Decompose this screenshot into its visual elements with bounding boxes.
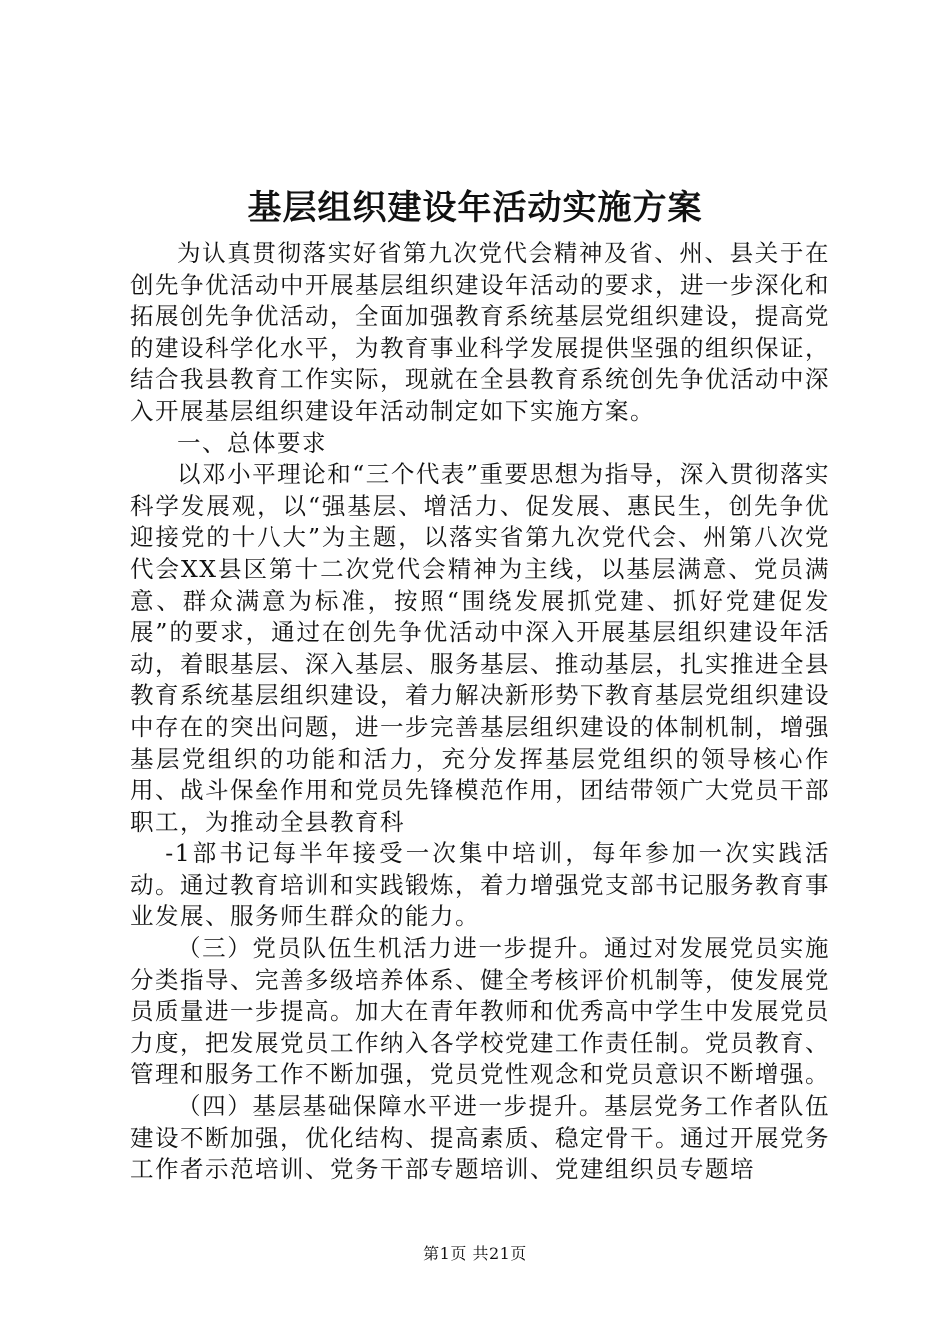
section-heading-general-requirements: 一、总体要求 (177, 428, 327, 457)
document-title: 基层组织建设年活动实施方案 (247, 188, 703, 228)
grassroots-support-paragraph: （四）基层基础保障水平进一步提升。基层党务工作者队伍建设不断加强，优化结构、提高素质、稳定骨干。通过开展党务工作者示范培训、党务干部专题培训、党建组织员专题培 (130, 1092, 830, 1184)
intro-paragraph: 为认真贯彻落实好省第九次党代会精神及省、州、县关于在创先争优活动中开展基层组织建设年活动的要求，进一步深化和拓展创先争优活动，全面加强教育系统基层党组织建设，提高党的建设科学化水平，为教育事业科学发展提供坚强的组织保证，结合我县教育工作实际，现就在全县教育系统创先争优活动中深入开展基层组织建设年活动制定如下实施方案。 (130, 239, 830, 425)
branch-secretary-training-paragraph: -1部书记每半年接受一次集中培训，每年参加一次实践活动。通过教育培训和实践锻炼，着力增强党支部书记服务教育事业发展、服务师生群众的能力。 (130, 839, 830, 931)
general-requirements-paragraph: 以邓小平理论和“三个代表”重要思想为指导，深入贯彻落实科学发展观，以“强基层、增活力、促发展、惠民生，创先争优迎接党的十八大”为主题，以落实省第九次党代会、州第八次党代会XX县区第十二次党代会精神为主线，以基层满意、党员满意、群众满意为标准，按照“围绕发展抓党建、抓好党建促发展”的要求，通过在创先争优活动中深入开展基层组织建设年活动，着眼基层、深入基层、服务基层、推动基层，扎实推进全县教育系统基层组织建设，着力解决新形势下教育基层党组织建设中存在的突出问题，进一步完善基层组织建设的体制机制，增强基层党组织的功能和活力，充分发挥基层党组织的领导核心作用、战斗保垒作用和党员先锋模范作用，团结带领广大党员干部职工，为推动全县教育科 (130, 460, 830, 836)
page-number-footer: 第1页 共21页 (423, 1244, 527, 1263)
document-body (130, 238, 830, 1186)
party-member-vitality-paragraph: （三）党员队伍生机活力进一步提升。通过对发展党员实施分类指导、完善多级培养体系、健全考核评价机制等，使发展党员质量进一步提高。加大在青年教师和优秀高中学生中发展党员力度，把发展党员工作纳入各学校党建工作责任制。党员教育、管理和服务工作不断加强，党员党性观念和党员意识不断增强。 (130, 934, 830, 1089)
